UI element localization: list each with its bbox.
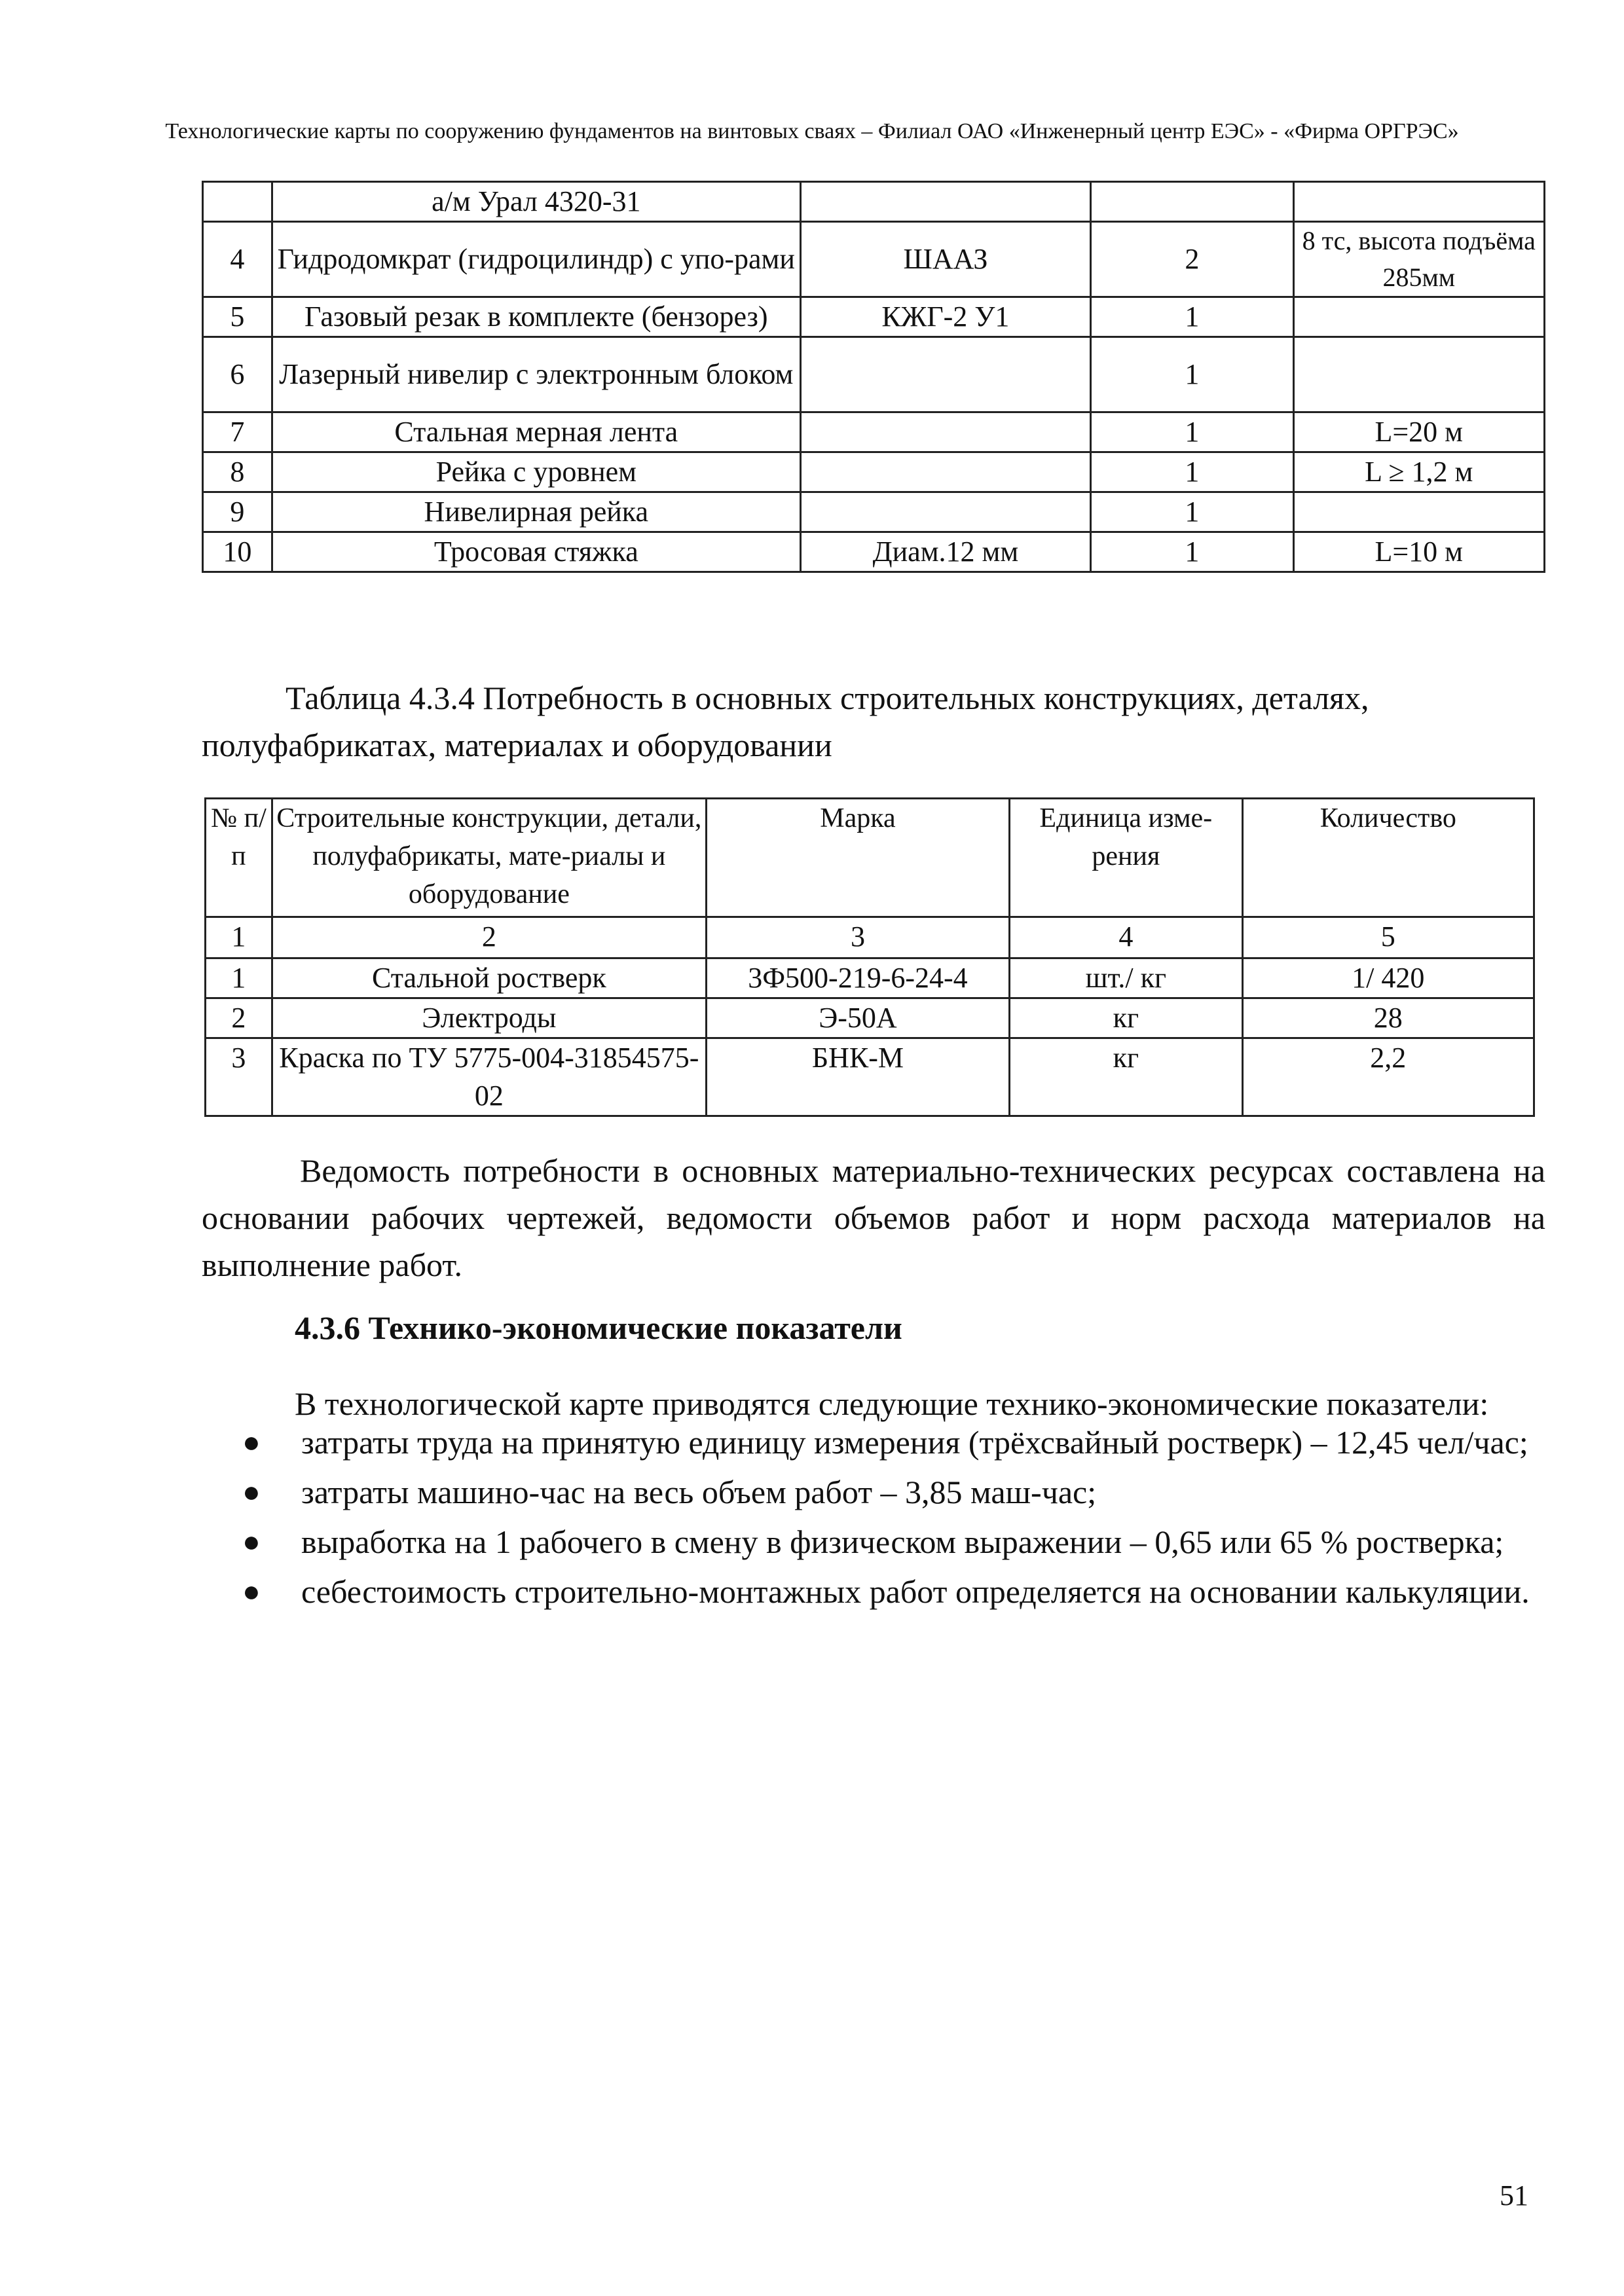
table-cell: ШААЗ xyxy=(800,222,1090,297)
table-cell: Лазерный нивелир с электронным блоком xyxy=(272,337,800,412)
table-cell: 2 xyxy=(1091,222,1293,297)
table-cell: 3 xyxy=(206,1038,272,1116)
list-item xyxy=(242,1571,1545,1612)
table-cell: Стальной ростверк xyxy=(272,958,706,998)
table-cell: 1 xyxy=(206,958,272,998)
column-number: 3 xyxy=(706,917,1009,958)
column-header: № п/п xyxy=(206,799,272,917)
table-cell: L=10 м xyxy=(1293,532,1545,572)
column-header: Количество xyxy=(1242,799,1534,917)
table-cell: 1 xyxy=(1091,492,1293,532)
column-header: Строительные конструкции, детали, полуфабрикаты, мате-риалы и оборудование xyxy=(272,799,706,917)
table-row xyxy=(203,492,1545,532)
table-cell: шт./ кг xyxy=(1010,958,1243,998)
table-cell: 7 xyxy=(203,412,272,452)
table-row xyxy=(203,532,1545,572)
table-cell xyxy=(800,492,1090,532)
table-row xyxy=(203,452,1545,492)
table-cell: Газовый резак в комплекте (бензорез) xyxy=(272,297,800,337)
list-item xyxy=(242,1522,1545,1562)
table-cell: 1/ 420 xyxy=(1242,958,1534,998)
bullet-icon: ● xyxy=(242,1575,261,1608)
table-cell xyxy=(800,337,1090,412)
body-paragraph: Ведомость потребности в основных материально-технических ресурсах составлена на основании рабочих чертежей, ведомости объемов работ и норм расхода материалов на выполнение работ. xyxy=(202,1152,1545,1283)
indicator-list xyxy=(242,1422,1545,1621)
list-item-text: затраты машино-час на весь объем работ – 3,85 маш-час; xyxy=(301,1474,1097,1510)
bullet-icon: ● xyxy=(242,1525,261,1558)
table-cell: 1 xyxy=(1091,412,1293,452)
table-cell xyxy=(1293,492,1545,532)
list-item xyxy=(242,1472,1545,1512)
table-cell: 2,2 xyxy=(1242,1038,1534,1116)
column-number: 4 xyxy=(1010,917,1243,958)
table-cell: Э-50А xyxy=(706,998,1009,1038)
section-heading: 4.3.6 Технико-экономические показатели xyxy=(295,1309,902,1346)
table-cell xyxy=(800,412,1090,452)
table-cell: кг xyxy=(1010,998,1243,1038)
table-row xyxy=(203,337,1545,412)
table-cell: Краска по ТУ 5775-004-31854575-02 xyxy=(272,1038,706,1116)
page-number: 51 xyxy=(1500,2179,1528,2212)
column-number-row xyxy=(206,917,1534,958)
table-caption: Таблица 4.3.4 Потребность в основных строительных конструкциях, деталях, полуфабрикатах, материалах и оборудовании xyxy=(202,680,1369,763)
table-cell: L ≥ 1,2 м xyxy=(1293,452,1545,492)
table-cell: 9 xyxy=(203,492,272,532)
table-cell: 8 xyxy=(203,452,272,492)
list-item-text: выработка на 1 рабочего в смену в физическом выражении – 0,65 или 65 % ростверка; xyxy=(301,1523,1504,1560)
table-cell: Электроды xyxy=(272,998,706,1038)
table-cell xyxy=(1293,297,1545,337)
table-cell: 3Ф500-219-6-24-4 xyxy=(706,958,1009,998)
table-cell: 1 xyxy=(1091,452,1293,492)
column-header: Марка xyxy=(706,799,1009,917)
materials-table xyxy=(204,797,1535,1117)
table-cell xyxy=(203,182,272,222)
table-row xyxy=(203,222,1545,297)
table-cell: 1 xyxy=(1091,297,1293,337)
bullet-icon: ● xyxy=(242,1475,261,1508)
table-cell: 10 xyxy=(203,532,272,572)
list-item-text: себестоимость строительно-монтажных работ определяется на основании калькуляции. xyxy=(301,1573,1530,1610)
equipment-table xyxy=(202,181,1545,573)
table-cell: БНК-М xyxy=(706,1038,1009,1116)
table-cell xyxy=(800,182,1090,222)
table-cell: Стальная мерная лента xyxy=(272,412,800,452)
table-cell: Нивелирная рейка xyxy=(272,492,800,532)
running-header: Технологические карты по сооружению фундаментов на винтовых сваях – Филиал ОАО «Инженерный центр ЕЭС» - «Фирма ОРГРЭС» xyxy=(165,119,1459,143)
table-row xyxy=(203,412,1545,452)
column-number: 5 xyxy=(1242,917,1534,958)
column-number: 1 xyxy=(206,917,272,958)
table-cell xyxy=(1293,182,1545,222)
table-cell: а/м Урал 4320-31 xyxy=(272,182,800,222)
table-cell: L=20 м xyxy=(1293,412,1545,452)
table-cell: Гидродомкрат (гидроцилиндр) с упо-рами xyxy=(272,222,800,297)
table-cell: 8 тс, высота подъёма 285мм xyxy=(1293,222,1545,297)
table-cell: 1 xyxy=(1091,337,1293,412)
table-cell: 5 xyxy=(203,297,272,337)
table-cell: Диам.12 мм xyxy=(800,532,1090,572)
table-header-row xyxy=(206,799,1534,917)
column-number: 2 xyxy=(272,917,706,958)
table-cell: Тросовая стяжка xyxy=(272,532,800,572)
table-cell: 6 xyxy=(203,337,272,412)
table-row xyxy=(203,182,1545,222)
table-cell xyxy=(800,452,1090,492)
table-row xyxy=(206,1038,1534,1116)
column-header: Единица изме-рения xyxy=(1010,799,1243,917)
list-item xyxy=(242,1422,1545,1463)
table-row xyxy=(206,958,1534,998)
table-cell xyxy=(1091,182,1293,222)
table-row xyxy=(206,998,1534,1038)
table-cell: 4 xyxy=(203,222,272,297)
list-item-text: затраты труда на принятую единицу измерения (трёхсвайный ростверк) – 12,45 чел/час; xyxy=(301,1424,1528,1461)
table-cell xyxy=(1293,337,1545,412)
table-row xyxy=(203,297,1545,337)
table-cell: кг xyxy=(1010,1038,1243,1116)
section-intro: В технологической карте приводятся следующие технико-экономические показатели: xyxy=(295,1385,1489,1422)
table-cell: КЖГ-2 У1 xyxy=(800,297,1090,337)
bullet-icon: ● xyxy=(242,1425,261,1459)
table-cell: Рейка с уровнем xyxy=(272,452,800,492)
table-cell: 1 xyxy=(1091,532,1293,572)
table-cell: 2 xyxy=(206,998,272,1038)
table-cell: 28 xyxy=(1242,998,1534,1038)
